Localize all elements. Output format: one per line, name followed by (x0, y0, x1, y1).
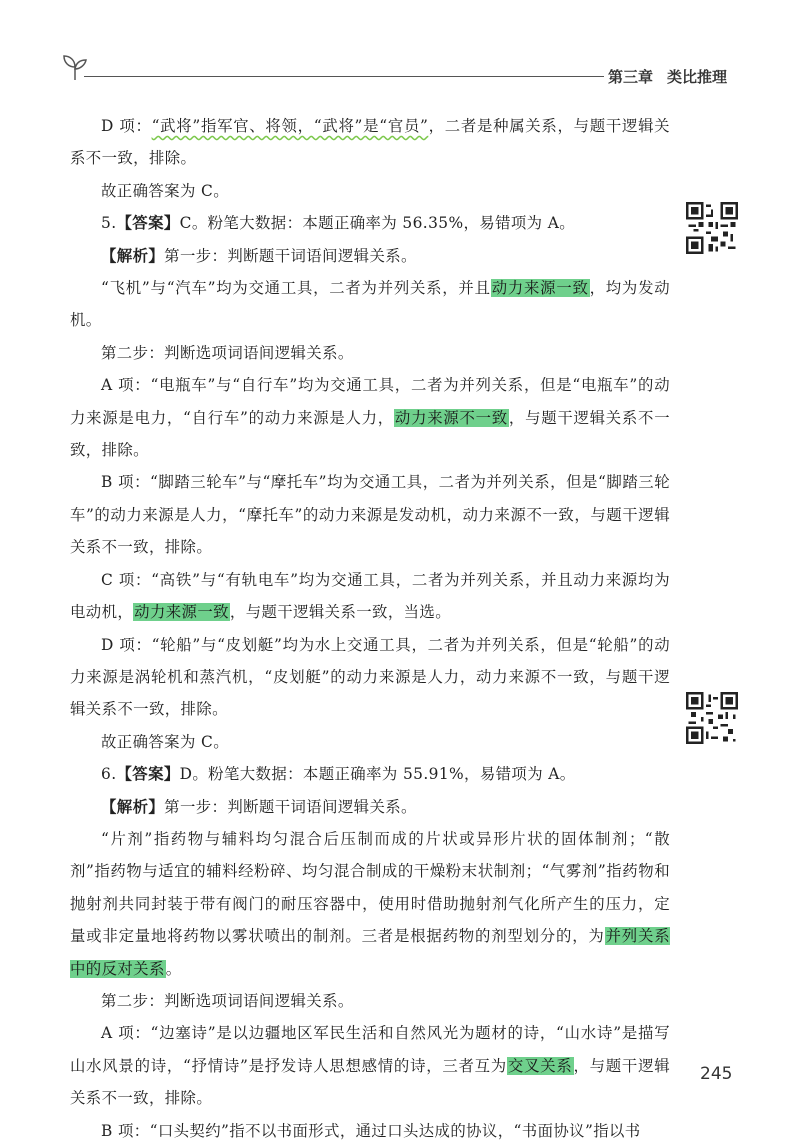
paragraph: 故正确答案为 C。 (101, 732, 230, 751)
analysis-label: 【解析】 (101, 246, 165, 265)
wavy-underline: “武将”指军官、将领，“武将”是“官员” (151, 117, 429, 135)
paragraph: B 项：“口头契约”指不以书面形式，通过口头达成的协议，“书面协议”指以书 (101, 1121, 641, 1140)
chapter-number: 第三章 (608, 68, 654, 86)
highlight: 动力来源一致 (491, 279, 589, 298)
running-header (608, 66, 741, 87)
paragraph: “片剂”指药物与辅料均匀混合后压制而成的片状或异形片状的固体制剂；“散剂”指药物与适宜的辅料经粉碎、均匀混合制成的干燥粉末状制剂；“气雾剂”指药物和抛射剂共同封装于带有阀门的耐压容器中，使用时借助抛射剂气化所产生的压力，定量或非定量地将药物以雾状喷出的制剂。三者是根据药物的剂型划分的，为并列关系中的反对关系。 (70, 829, 670, 978)
highlight: 交叉关系 (507, 1056, 573, 1075)
page-body (70, 110, 670, 1147)
header-rule (84, 76, 604, 77)
paragraph: D 项：“轮船”与“皮划艇”均为水上交通工具，二者为并列关系，但是“轮船”的动力来源是涡轮机和蒸汽机，“皮划艇”的动力来源是人力，动力来源不一致，与题干逻辑关系不一致，排除。 (70, 635, 670, 719)
answer-label: 【答案】 (116, 765, 180, 784)
paragraph: D 项：“武将”指军官、将领，“武将”是“官员”，二者是种属关系，与题干逻辑关系不一致，排除。 (70, 117, 670, 168)
analysis-label: 【解析】 (101, 797, 165, 816)
highlight: 并列关系中的反对关系 (70, 927, 670, 978)
answer-line: 6.【答案】D。粉笔大数据：本题正确率为 55.91%，易错项为 A。 (101, 765, 576, 784)
page-number: 245 (700, 1064, 733, 1084)
analysis-line: 【解析】第一步：判断题干词语间逻辑关系。 (101, 246, 417, 265)
paragraph: 故正确答案为 C。 (101, 181, 230, 200)
answer-line: 5.【答案】C。粉笔大数据：本题正确率为 56.35%，易错项为 A。 (101, 214, 576, 233)
paragraph: C 项：“高铁”与“有轨电车”均为交通工具，二者为并列关系，并且动力来源均为电动机，动力来源一致，与题干逻辑关系一致，当选。 (70, 570, 670, 622)
sprout-icon (60, 52, 90, 82)
highlight: 动力来源不一致 (394, 408, 508, 427)
qr-code-icon[interactable] (686, 202, 738, 254)
paragraph: A 项：“边塞诗”是以边疆地区军民生活和自然风光为题材的诗，“山水诗”是描写山水风景的诗，“抒情诗”是抒发诗人思想感情的诗，三者互为交叉关系，与题干逻辑关系不一致，排除。 (70, 1024, 670, 1108)
chapter-title: 类比推理 (667, 68, 728, 86)
highlight: 动力来源一致 (134, 603, 229, 622)
paragraph: B 项：“脚踏三轮车”与“摩托车”均为交通工具，二者为并列关系，但是“脚踏三轮车”的动力来源是人力，“摩托车”的动力来源是发动机，动力来源不一致，与题干逻辑关系不一致，排除。 (70, 473, 670, 557)
paragraph: 第二步：判断选项词语间逻辑关系。 (101, 991, 354, 1010)
analysis-line: 【解析】第一步：判断题干词语间逻辑关系。 (101, 797, 417, 816)
paragraph: “飞机”与“汽车”均为交通工具，二者为并列关系，并且动力来源一致，均为发动机。 (70, 279, 671, 330)
paragraph: 第二步：判断选项词语间逻辑关系。 (101, 343, 354, 362)
paragraph: A 项：“电瓶车”与“自行车”均为交通工具，二者为并列关系，但是“电瓶车”的动力来源是电力，“自行车”的动力来源是人力，动力来源不一致，与题干逻辑关系不一致，排除。 (70, 376, 670, 460)
qr-code-icon[interactable] (686, 692, 738, 744)
answer-label: 【答案】 (116, 214, 180, 233)
